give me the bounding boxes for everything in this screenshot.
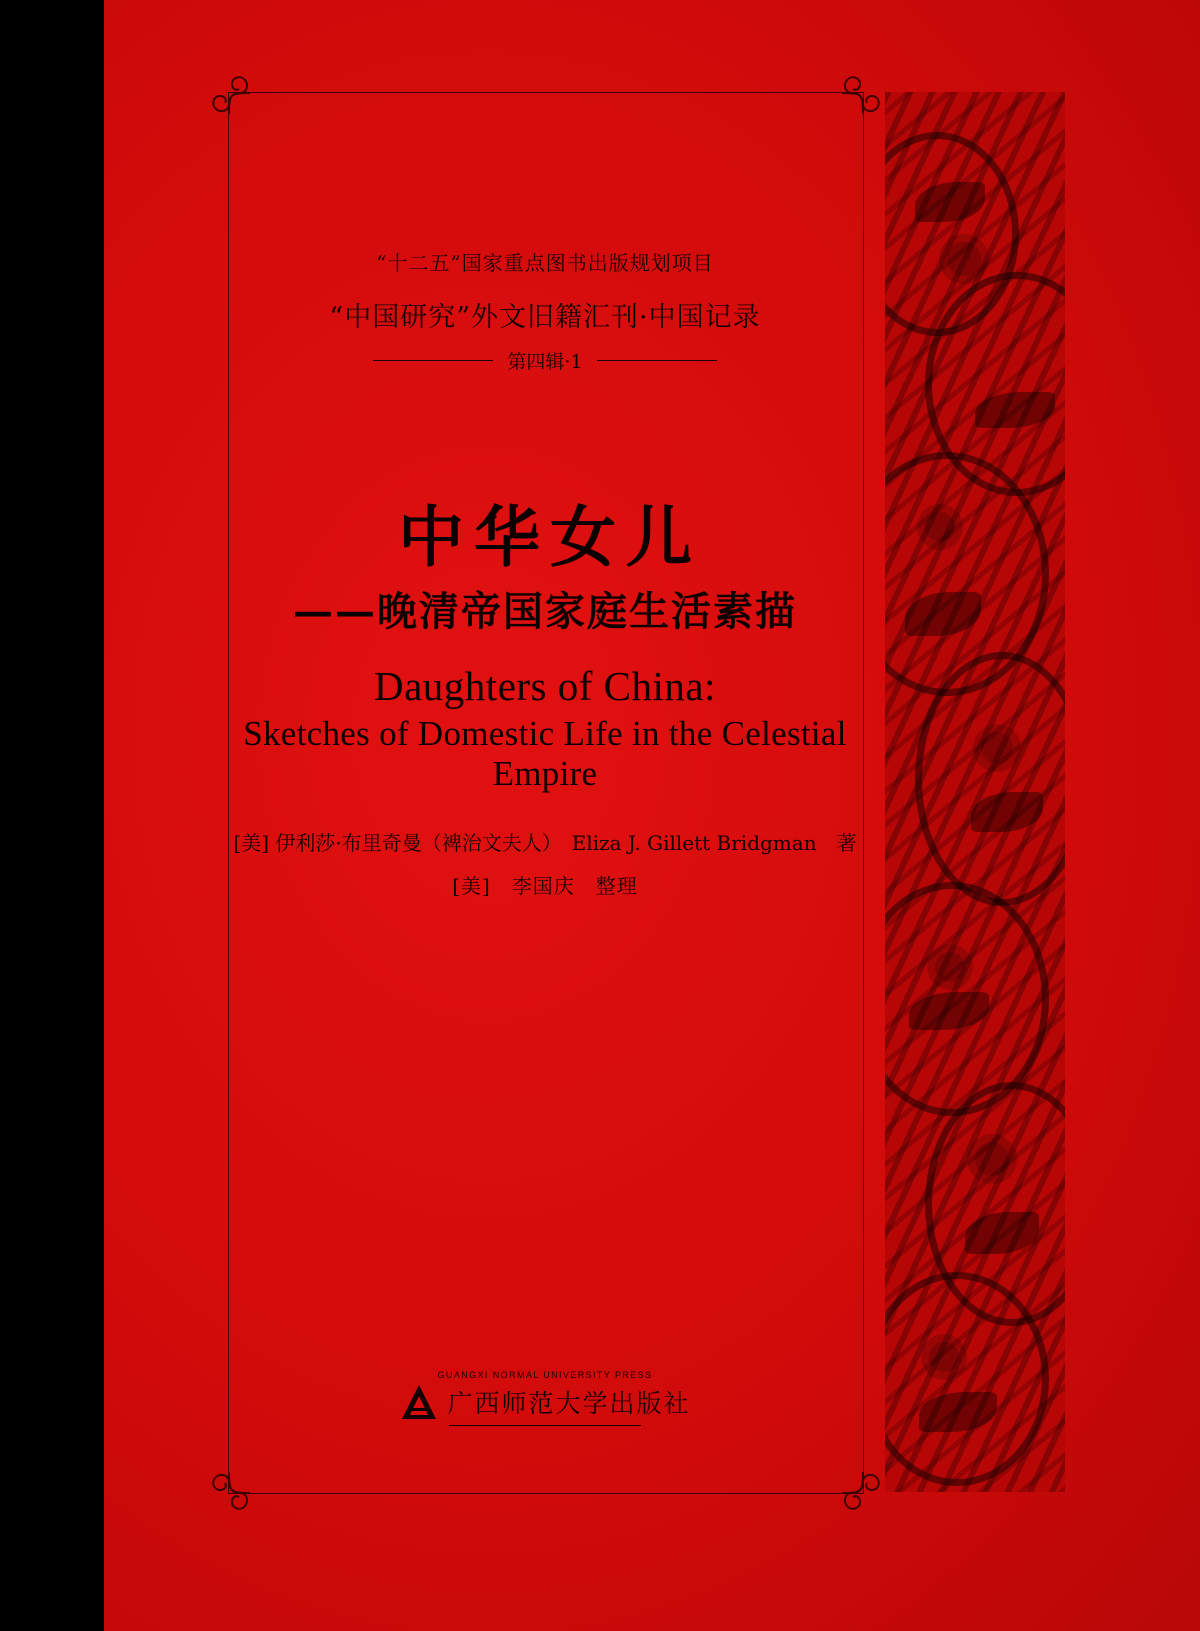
page-title: 中华女儿 bbox=[398, 498, 702, 576]
publisher-logo bbox=[228, 1370, 862, 1426]
publisher-name-english: GUANGXI NORMAL UNIVERSITY PRESS bbox=[437, 1370, 653, 1380]
editor-credit: [美] 李国庆 整理 bbox=[452, 874, 638, 898]
cover-text-block bbox=[228, 92, 862, 1492]
floral-ornament-band bbox=[885, 92, 1065, 1492]
publisher-underline bbox=[449, 1425, 641, 1426]
series-name: “中国研究”外文旧籍汇刊·中国记录 bbox=[329, 302, 761, 333]
author-credit: [美] 伊利莎·布里奇曼（裨治文夫人） Eliza J. Gillett Bridgman 著 bbox=[233, 831, 857, 855]
publisher-name-chinese: 广西师范大学出版社 bbox=[447, 1389, 691, 1418]
rule-right bbox=[597, 360, 717, 362]
series-volume-row bbox=[228, 347, 862, 374]
page-subtitle: ——晚清帝国家庭生活素描 bbox=[293, 588, 797, 635]
english-title-line-1: Daughters of China: bbox=[374, 663, 716, 709]
series-program-label: “十二五”国家重点图书出版规划项目 bbox=[376, 251, 714, 275]
publisher-row bbox=[399, 1382, 690, 1422]
rule-left bbox=[373, 360, 493, 362]
publisher-mark-icon bbox=[399, 1382, 439, 1422]
book-cover bbox=[104, 0, 1200, 1631]
english-title-line-2: Sketches of Domestic Life in the Celestial Empire bbox=[243, 714, 847, 793]
series-volume-label: 第四辑·1 bbox=[507, 351, 583, 373]
